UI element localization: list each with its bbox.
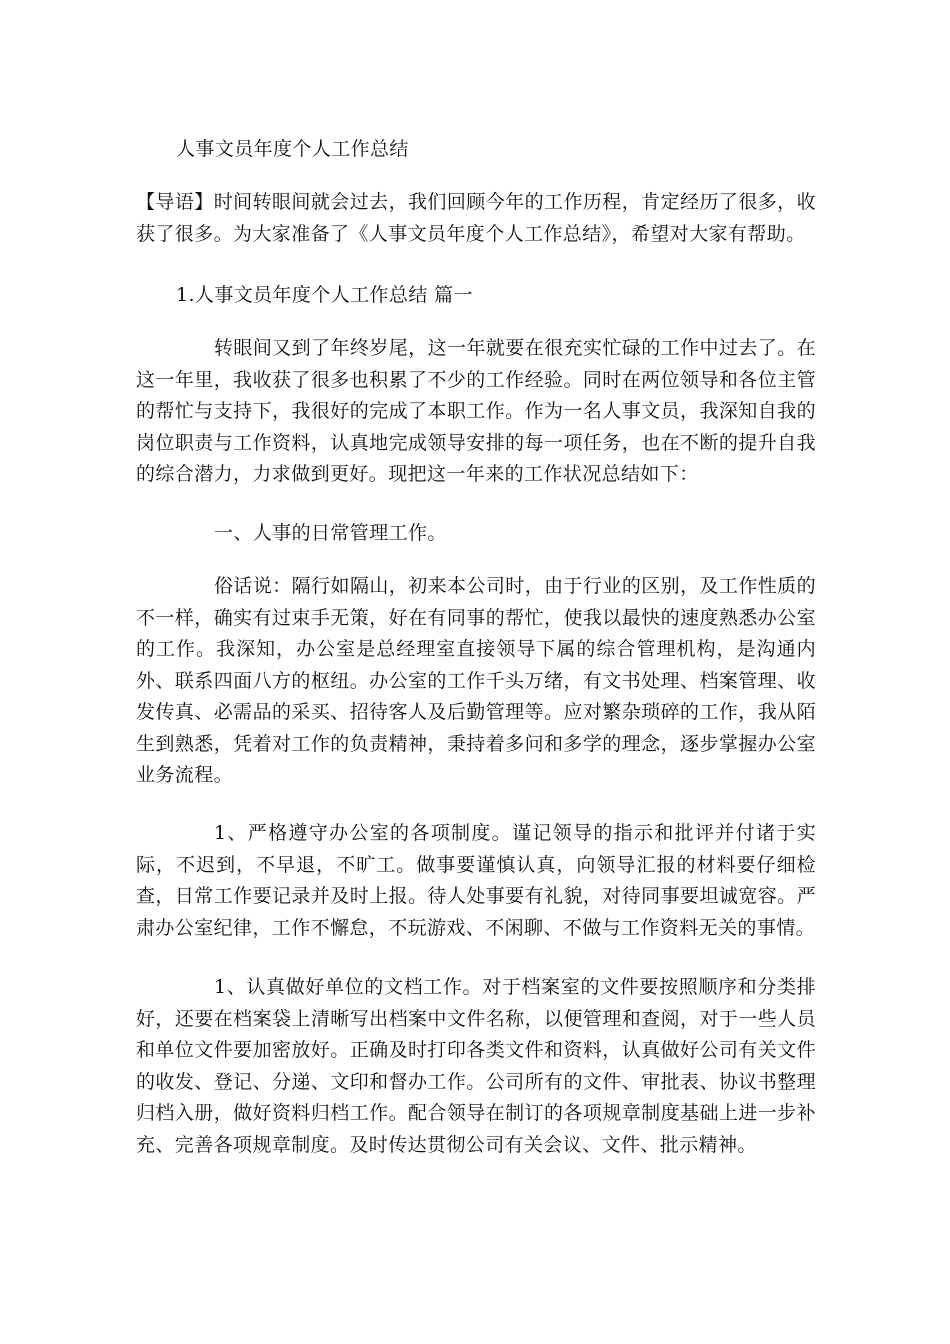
- intro-paragraph: 【导语】时间转眼间就会过去，我们回顾今年的工作历程，肯定经历了很多，收获了很多。为大家准备了《人事文员年度个人工作总结》，希望对大家有帮助。: [136, 191, 816, 245]
- body-paragraph-4: 1、认真做好单位的文档工作。对于档案室的文件要按照顺序和分类排好，还要在档案袋上清晰写出档案中文件名称，以便管理和查阅，对于一些人员和单位文件要加密放好。正确及时打印各类文件和资料，认真做好公司有关文件的收发、登记、分递、文印和督办工作。公司所有的文件、审批表、协议书整理归档入册，做好资料归档工作。配合领导在制订的各项规章制度基础上进一步补充、完善各项规章制度。及时传达贯彻公司有关会议、文件、批示精神。: [136, 976, 816, 1156]
- subheading-1: 一、人事的日常管理工作。: [214, 522, 447, 544]
- section-heading: 1.人事文员年度个人工作总结 篇一: [176, 284, 473, 306]
- body-paragraph-1: 转眼间又到了年终岁尾，这一年就要在很充实忙碌的工作中过去了。在这一年里，我收获了很多也积累了不少的工作经验。同时在两位领导和各位主管的帮忙与支持下，我很好的完成了本职工作。作为一名人事文员，我深知自我的岗位职责与工作资料，认真地完成领导安排的每一项任务，也在不断的提升自我的综合潜力，力求做到更好。现把这一年来的工作状况总结如下：: [136, 337, 816, 485]
- body-paragraph-2: 俗话说：隔行如隔山，初来本公司时，由于行业的区别，及工作性质的不一样，确实有过束手无策，好在有同事的帮忙，使我以最快的速度熟悉办公室的工作。我深知，办公室是总经理室直接领导下属的综合管理机构，是沟通内外、联系四面八方的枢纽。办公室的工作千头万绪，有文书处理、档案管理、收发传真、必需品的采买、招待客人及后勤管理等。应对繁杂琐碎的工作，我从陌生到熟悉，凭着对工作的负责精神，秉持着多问和多学的理念，逐步掌握办公室业务流程。: [136, 575, 816, 786]
- document-title: 人事文员年度个人工作总结: [176, 138, 409, 160]
- body-paragraph-3: 1、严格遵守办公室的各项制度。谨记领导的指示和批评并付诸于实际，不迟到，不早退，不旷工。做事要谨慎认真，向领导汇报的材料要仔细检查，日常工作要记录并及时上报。待人处事要有礼貌，对待同事要坦诚宽容。严肃办公室纪律，工作不懈怠，不玩游戏、不闲聊、不做与工作资料无关的事情。: [136, 822, 816, 939]
